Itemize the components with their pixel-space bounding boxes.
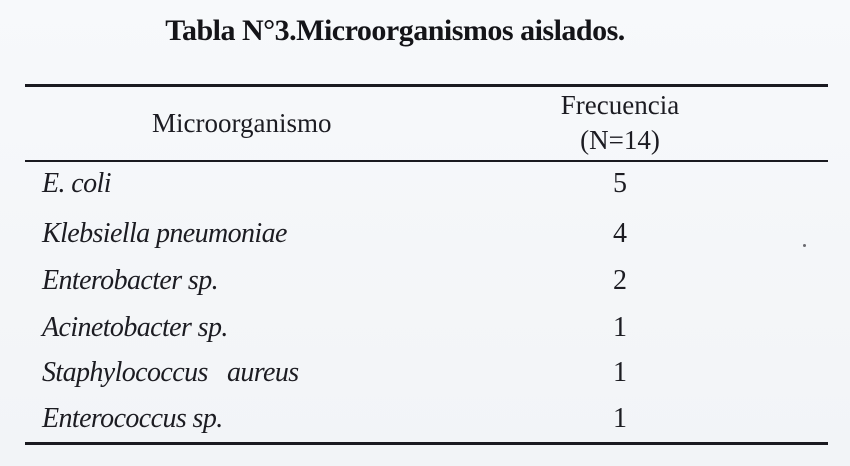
table-row	[42, 168, 802, 216]
organism-cell: Enterobacter sp.	[42, 265, 218, 296]
frequency-cell: 2	[613, 265, 627, 296]
organism-cell: Acinetobacter sp.	[42, 312, 228, 343]
frequency-cell: 1	[613, 312, 627, 343]
table-bottom-rule	[25, 442, 828, 445]
column-header-frequency-line2: (N=14)	[580, 125, 660, 155]
organism-cell: Enterococcus sp.	[42, 403, 223, 434]
table-row	[42, 265, 802, 313]
table-title: Tabla N°3.Microorganismos aislados.	[165, 14, 625, 47]
column-header-organism: Microorganismo	[152, 108, 332, 138]
frequency-cell: 1	[613, 403, 627, 434]
organism-cell: E. coli	[42, 168, 111, 199]
table-row	[42, 218, 802, 266]
column-header-frequency	[500, 88, 740, 158]
frequency-cell: 4	[613, 218, 627, 249]
table-row	[42, 312, 802, 360]
column-header-frequency-line1: Frecuencia	[560, 90, 680, 120]
frequency-cell: 5	[613, 168, 627, 199]
table-top-rule	[25, 84, 828, 87]
paper-speck	[803, 244, 806, 247]
organism-cell: Staphylococcus aureus	[42, 357, 299, 388]
table-header-rule	[25, 160, 828, 162]
frequency-cell: 1	[613, 357, 627, 388]
organism-cell: Klebsiella pneumoniae	[42, 218, 287, 249]
table-row	[42, 357, 802, 405]
